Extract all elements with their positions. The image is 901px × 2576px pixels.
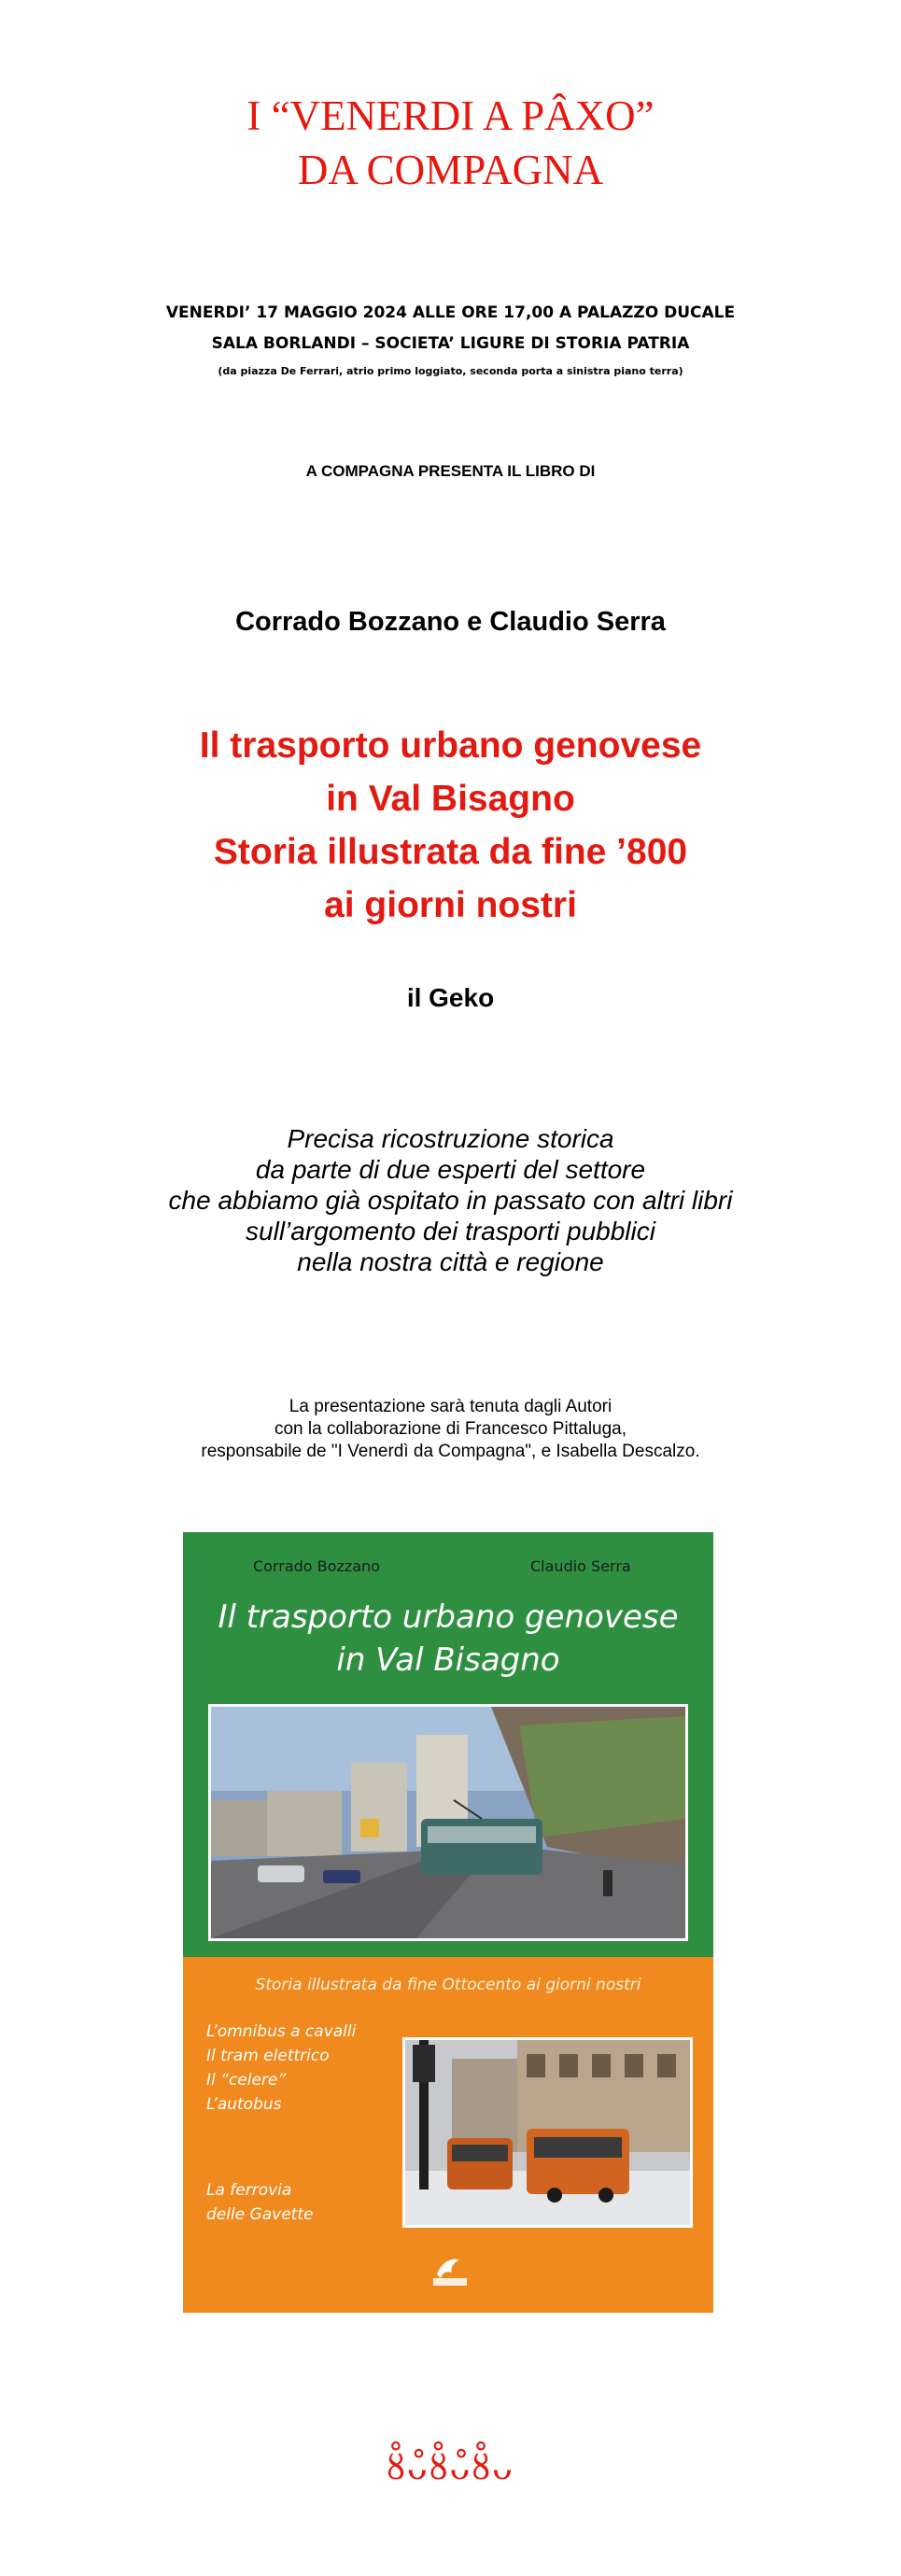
- book-title: [0, 719, 901, 932]
- cover-list-item: La ferrovia: [206, 2181, 292, 2200]
- description-line-1: Precisa ricostruzione storica: [287, 1124, 614, 1153]
- cover-title: [183, 1596, 713, 1682]
- cover-contents-list: [206, 2020, 356, 2117]
- cover-list-item: L’omnibus a cavalli: [206, 2022, 357, 2041]
- cover-author-right: Claudio Serra: [530, 1557, 631, 1575]
- description-line-3: che abbiamo già ospitato in passato con altri libri: [168, 1186, 733, 1215]
- footer-decorative-mark: ȣ̊ᴗ̊ȣ̊ᴗ̊ȣ̊ᴗ: [387, 2449, 514, 2487]
- header-line-1: I “VENERDI A PÂXO”: [246, 92, 655, 139]
- cover-list-item: Il “celere”: [206, 2071, 287, 2090]
- book-title-line-3: Storia illustrata da fine ’800: [213, 832, 688, 872]
- event-date-line: VENERDI’ 17 MAGGIO 2024 ALLE ORE 17,00 A PALAZZO DUCALE: [165, 303, 736, 322]
- book-authors: Corrado Bozzano e Claudio Serra: [235, 607, 666, 637]
- header-title: [0, 89, 901, 197]
- event-directions-line: (da piazza De Ferrari, atrio primo loggiato, seconda porta a sinistra piano terra): [218, 365, 683, 377]
- book-cover-image: [183, 1532, 713, 2313]
- publisher: il Geko: [406, 983, 495, 1012]
- cover-list-item: L’autobus: [206, 2095, 282, 2114]
- cover-contents-list-2: [206, 2178, 313, 2227]
- header-line-2: DA COMPAGNA: [297, 147, 604, 193]
- cover-photo-buses: [402, 2037, 693, 2228]
- cover-list-item: delle Gavette: [206, 2205, 314, 2224]
- book-title-line-1: Il trasporto urbano genovese: [199, 725, 702, 766]
- book-title-line-2: in Val Bisagno: [326, 779, 575, 819]
- street-tram-illustration: [211, 1707, 685, 1938]
- cover-title-line-2: in Val Bisagno: [336, 1641, 560, 1679]
- cover-title-line-1: Il trasporto urbano genovese: [218, 1598, 679, 1636]
- description-line-4: sull’argomento dei trasporti pubblici: [246, 1217, 655, 1246]
- buses-illustration: [405, 2040, 690, 2225]
- book-title-line-4: ai giorni nostri: [324, 885, 577, 925]
- event-venue-line: SALA BORLANDI – SOCIETA’ LIGURE DI STORIA PATRIA: [211, 334, 690, 353]
- description-line-2: da parte di due esperti del settore: [255, 1155, 646, 1184]
- il-geko-logo: [428, 2246, 472, 2287]
- credits: [0, 1396, 901, 1463]
- credits-line-2: con la collaborazione di Francesco Pittaluga,: [274, 1419, 627, 1439]
- cover-photo-street-tram: [208, 1704, 688, 1941]
- cover-author-left: Corrado Bozzano: [253, 1557, 380, 1575]
- cover-list-item: Il tram elettrico: [206, 2047, 330, 2065]
- description-line-5: nella nostra città e regione: [297, 1247, 604, 1276]
- intro-text: A COMPAGNA PRESENTA IL LIBRO DI: [305, 462, 596, 480]
- description: [0, 1123, 901, 1277]
- cover-subtitle: Storia illustrata da fine Ottocento ai giorni nostri: [255, 1976, 641, 1994]
- credits-line-1: La presentazione sarà tenuta dagli Autori: [289, 1397, 612, 1416]
- credits-line-3: responsabile de "I Venerdì da Compagna", e Isabella Descalzo.: [201, 1442, 700, 1461]
